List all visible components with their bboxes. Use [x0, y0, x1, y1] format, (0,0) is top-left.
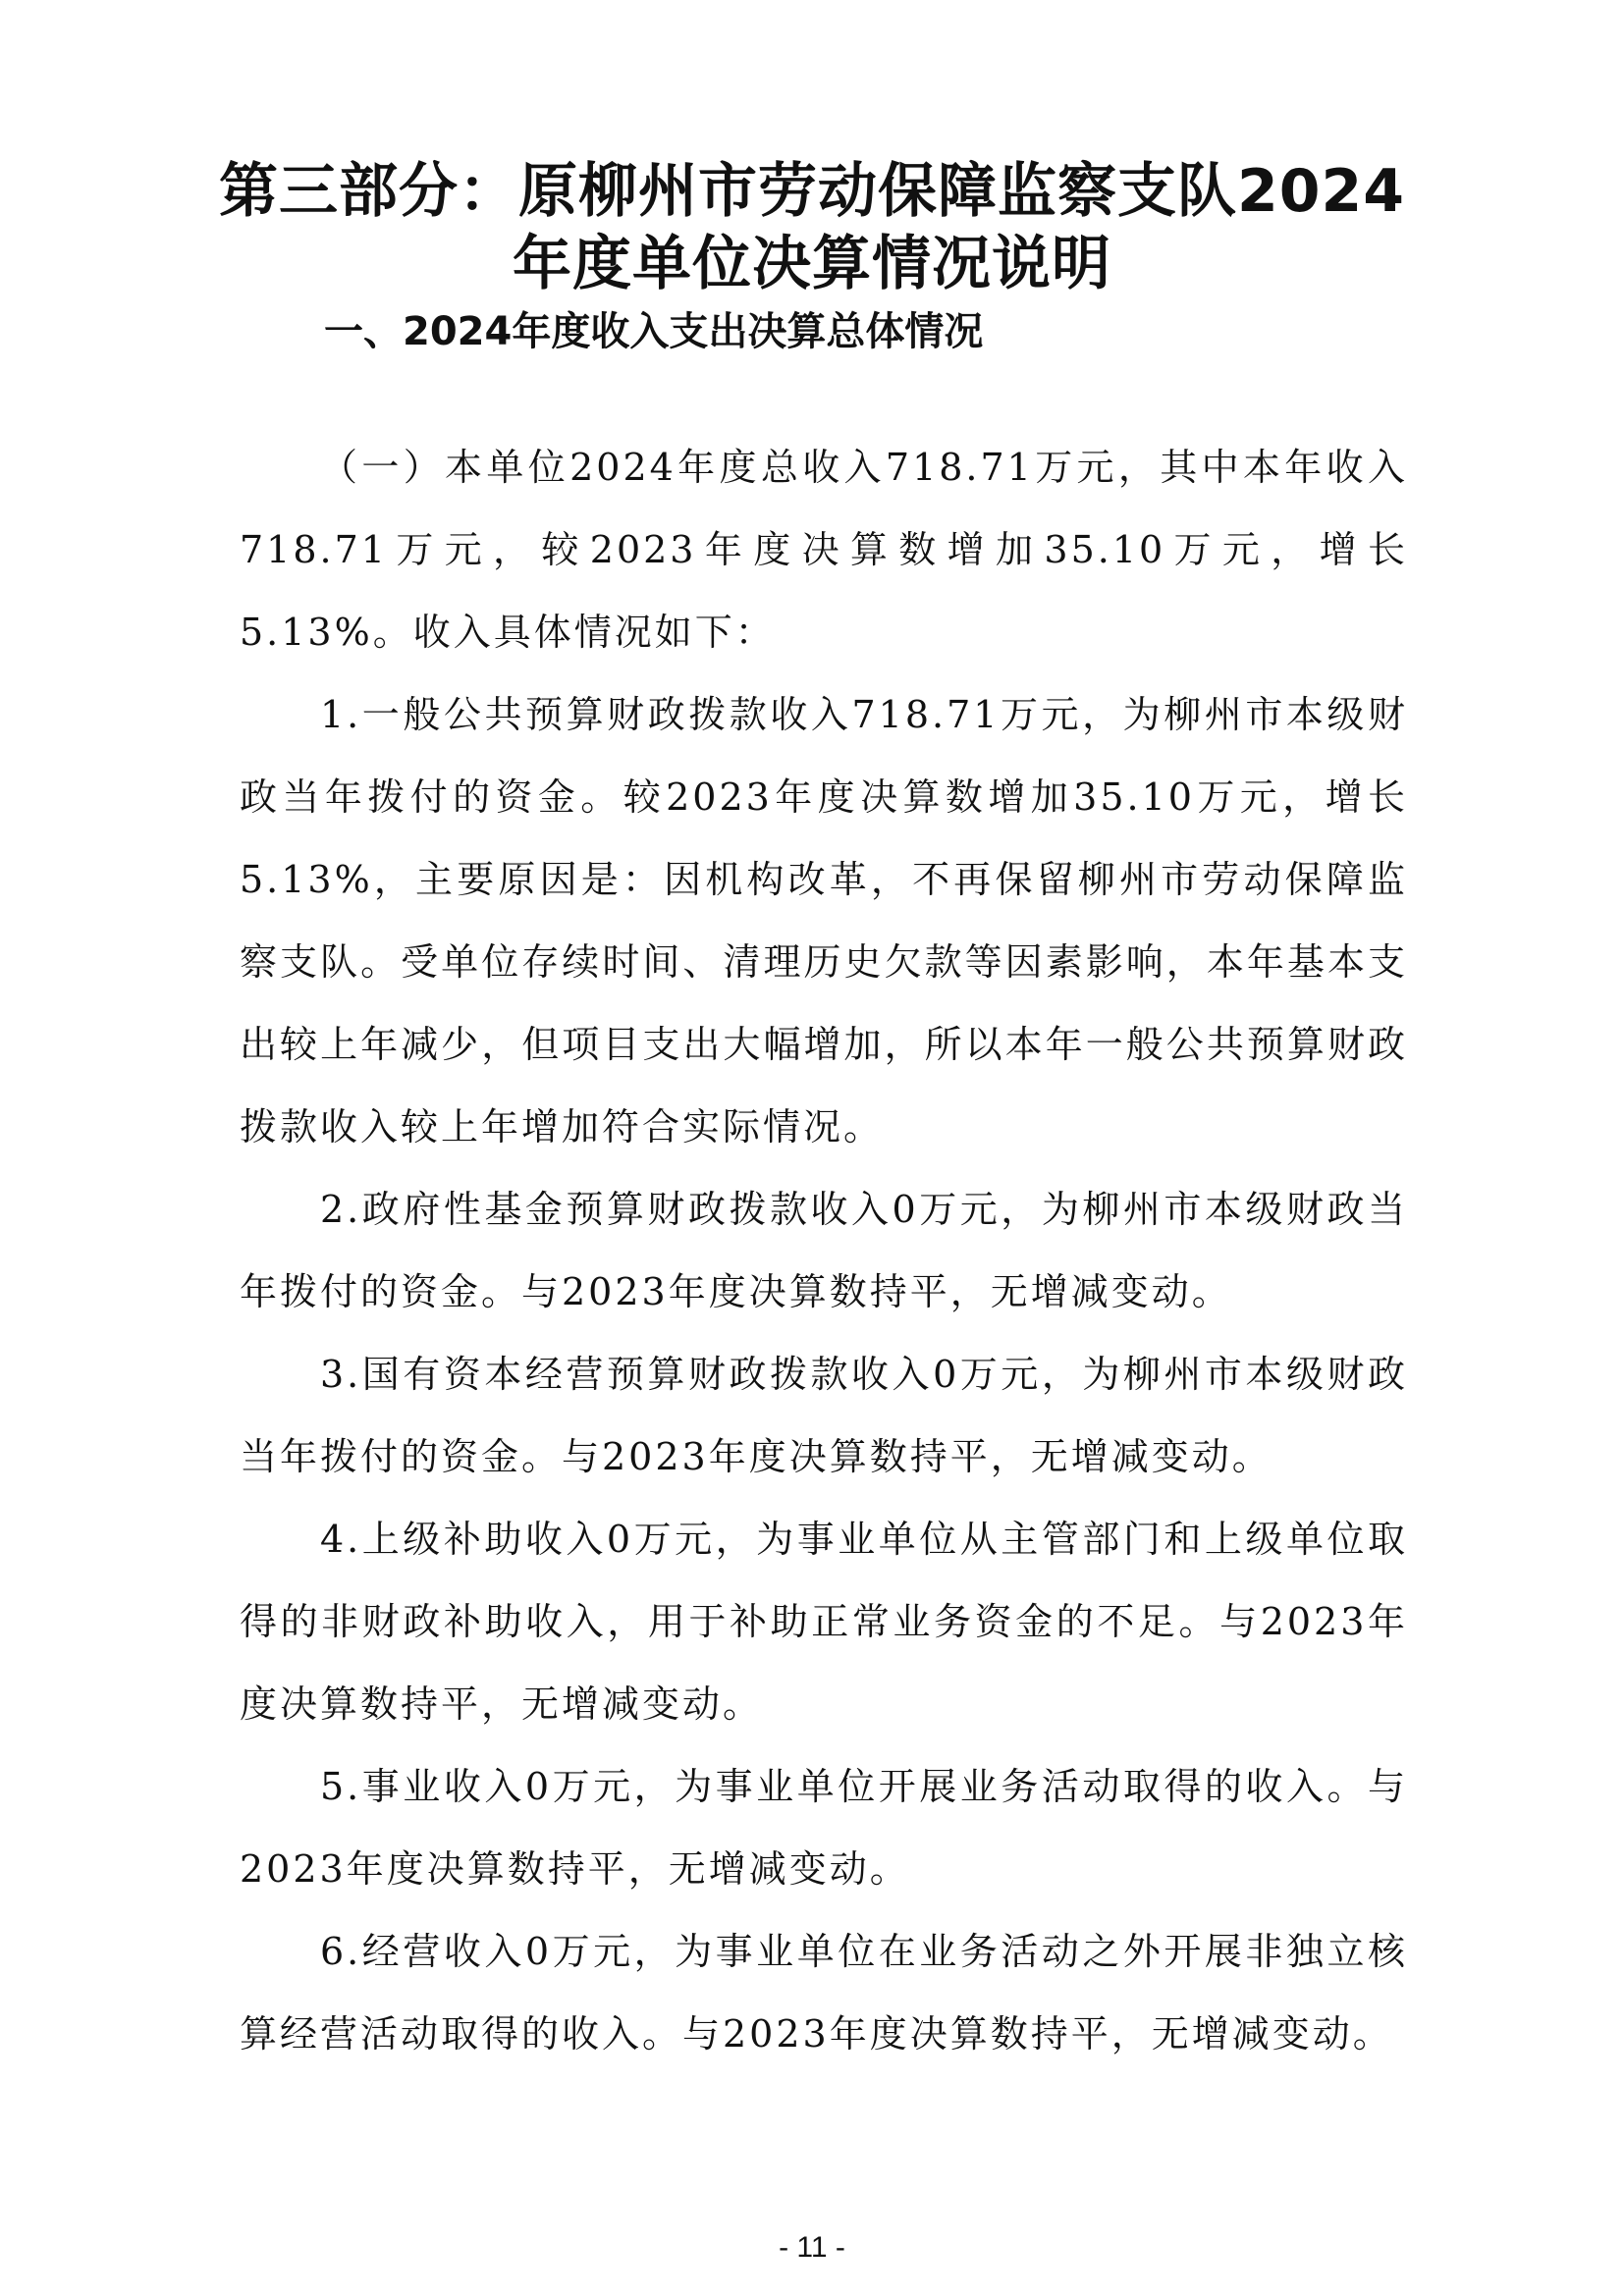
- title-line-2: 年度单位决算情况说明: [513, 230, 1111, 299]
- paragraph-operating-income: 6.经营收入0万元，为事业单位在业务活动之外开展非独立核算经营活动取得的收入。与2023年度决算数持平，无增减变动。: [240, 1930, 1408, 2056]
- section-heading: 一、2024年度收入支出决算总体情况: [324, 309, 984, 354]
- title-line-1: 第三部分：原柳州市劳动保障监察支队2024: [219, 157, 1405, 227]
- paragraph-government-fund-income: 2.政府性基金预算财政拨款收入0万元，为柳州市本级财政当年拨付的资金。与2023年度决算数持平，无增减变动。: [240, 1188, 1408, 1313]
- paragraph-general-budget-income: 1.一般公共预算财政拨款收入718.71万元，为柳州市本级财政当年拨付的资金。较2023年度决算数增加35.10万元，增长5.13%，主要原因是：因机构改革，不再保留柳州市劳动保障监察支队。受单位存续时间、清理历史欠款等因素影响，本年基本支出较上年减少，但项目支出大幅增加，所以本年一般公共预算财政拨款收入较上年增加符合实际情况。: [240, 693, 1408, 1148]
- paragraph-business-income: 5.事业收入0万元，为事业单位开展业务活动取得的收入。与2023年度决算数持平，无增减变动。: [240, 1765, 1408, 1891]
- paragraph-state-capital-income: 3.国有资本经营预算财政拨款收入0万元，为柳州市本级财政当年拨付的资金。与2023年度决算数持平，无增减变动。: [240, 1353, 1408, 1478]
- page-number: - 11 -: [779, 2231, 845, 2264]
- page-title: [196, 155, 1428, 300]
- paragraph-total-income: （一）本单位2024年度总收入718.71万元，其中本年收入718.71万元，较2023年度决算数增加35.10万元，增长5.13%。收入具体情况如下：: [240, 446, 1408, 654]
- paragraph-superior-subsidy-income: 4.上级补助收入0万元，为事业单位从主管部门和上级单位取得的非财政补助收入，用于补助正常业务资金的不足。与2023年度决算数持平，无增减变动。: [240, 1518, 1408, 1726]
- body-text: [240, 426, 1408, 2075]
